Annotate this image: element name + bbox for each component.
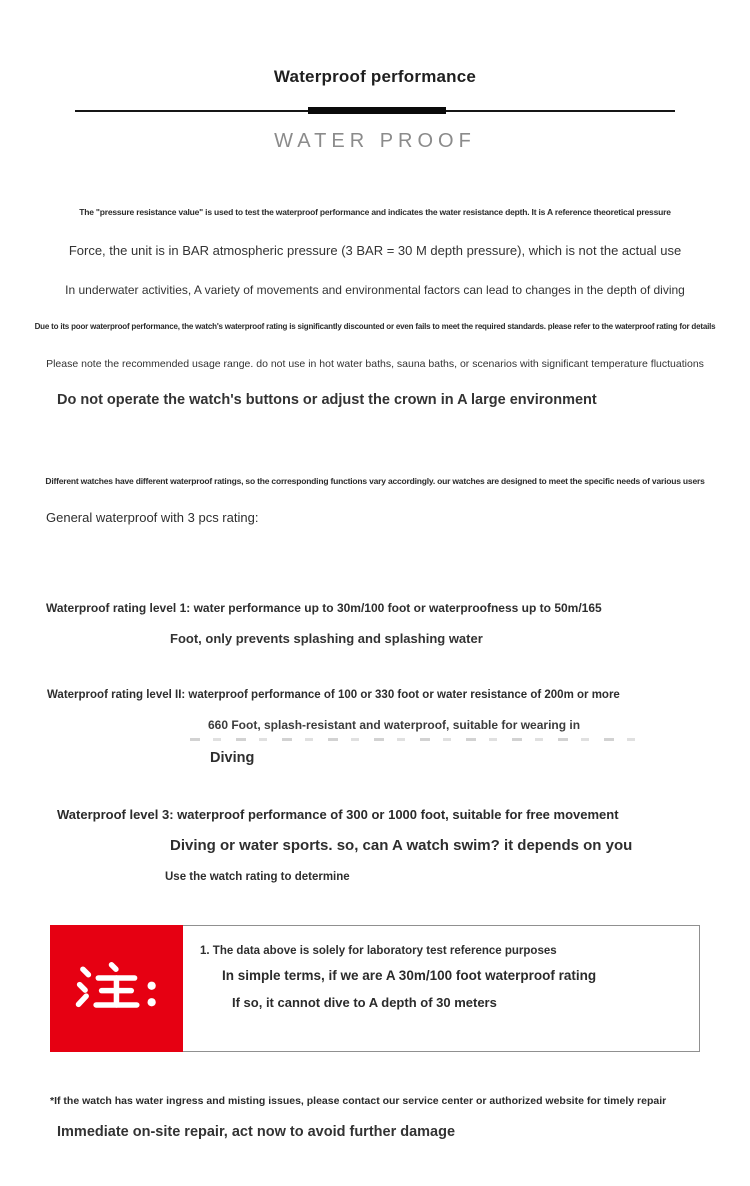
note-item-1	[200, 945, 689, 957]
note-content	[183, 926, 699, 1051]
ratings-heading: General waterproof with 3 pcs rating:	[46, 510, 259, 525]
divider-accent-bar	[308, 107, 446, 114]
title-divider	[75, 107, 675, 114]
rating-level3-line1: Waterproof level 3: waterproof performance of 300 or 1000 foot, suitable for free movement	[57, 807, 619, 822]
note-label	[50, 925, 183, 1052]
page-title: Waterproof performance	[273, 67, 477, 86]
rating-level2-line3: Diving	[210, 750, 255, 766]
footer-repair-line: Immediate on-site repair, act now to avoid further damage	[57, 1124, 456, 1140]
intro-line-2: Force, the unit is in BAR atmospheric pressure (3 BAR = 30 M depth pressure), which is not the actual use	[68, 243, 682, 258]
intro-line-4: Due to its poor waterproof performance, the watch's waterproof rating is significantly discounted or even fails to meet the required standards. please refer to the waterproof rating for details	[34, 322, 716, 331]
zhu-note-icon	[73, 958, 161, 1020]
rating-level3-line2: Diving or water sports. so, can A watch swim? it depends on you	[170, 837, 633, 854]
page-subtitle: WATER PROOF	[274, 130, 476, 152]
rating-level3-line3: Use the watch rating to determine	[165, 871, 350, 883]
intro-warning-line: Do not operate the watch's buttons or adjust the crown in A large environment	[57, 392, 597, 408]
rating-level2-line1: Waterproof rating level II: waterproof performance of 100 or 330 foot or water resistance of 200m or more	[47, 689, 620, 701]
note-box	[50, 925, 700, 1052]
ratings-note: Different watches have different waterproof ratings, so the corresponding functions vary accordingly. our watches are designed to meet the specific needs of various users	[45, 476, 705, 486]
note-item-number: 1.	[200, 945, 210, 957]
intro-line-3: In underwater activities, A variety of movements and environmental factors can lead to changes in the depth of diving	[65, 283, 685, 297]
note-line-2: In simple terms, if we are A 30m/100 foot waterproof rating	[222, 968, 597, 983]
intro-line-1: The "pressure resistance value" is used to test the waterproof performance and indicates the water resistance depth. It is A reference theoretical pressure	[79, 207, 671, 217]
clipped-text-remnant	[190, 738, 640, 741]
intro-line-5: Please note the recommended usage range. do not use in hot water baths, sauna baths, or scenarios with significant temperature fluctuations	[46, 358, 704, 370]
note-item-text: The data above is solely for laboratory test reference purposes	[212, 945, 557, 957]
rating-level2-line2: 660 Foot, splash-resistant and waterproof, suitable for wearing in	[208, 718, 581, 732]
rating-level1-line1: Waterproof rating level 1: water performance up to 30m/100 foot or waterproofness up to 50m/165	[46, 601, 602, 615]
note-line-3: If so, it cannot dive to A depth of 30 meters	[232, 995, 497, 1010]
rating-level1-line2: Foot, only prevents splashing and splashing water	[170, 631, 483, 646]
footer-service-line: *If the watch has water ingress and misting issues, please contact our service center or authorized website for timely repair	[50, 1095, 667, 1107]
